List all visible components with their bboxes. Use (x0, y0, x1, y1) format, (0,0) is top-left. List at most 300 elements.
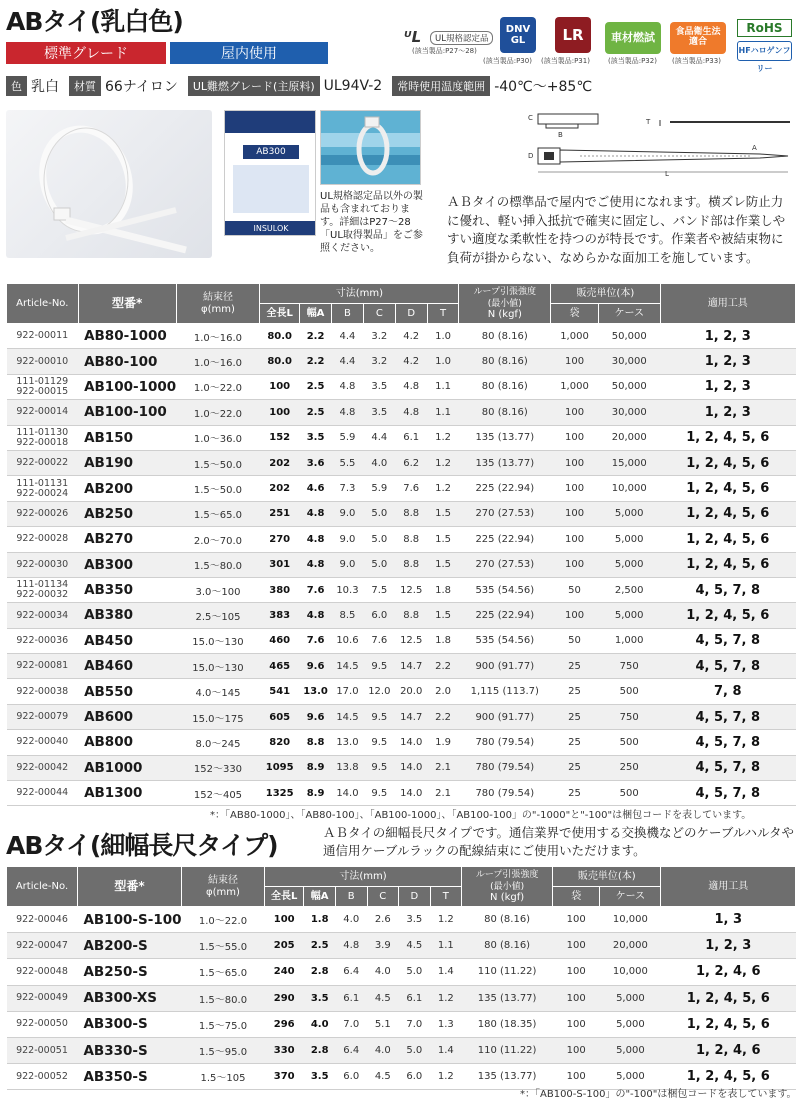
length-l: 100 (260, 374, 300, 399)
col-C: C (367, 887, 399, 907)
loop-strength: 225 (22.94) (459, 603, 551, 628)
length-l: 301 (260, 552, 300, 577)
table-row (7, 349, 796, 374)
unit-bag: 100 (553, 1011, 600, 1037)
table-row (7, 933, 796, 959)
dim-c: 7.6 (363, 628, 395, 653)
bundle-dia: 4.0～145 (176, 679, 260, 704)
unit-case: 50,000 (598, 374, 660, 399)
col-D: D (395, 304, 427, 324)
dim-c: 3.5 (363, 400, 395, 425)
dim-t: 1.5 (427, 501, 459, 526)
dim-t: 2.2 (427, 704, 459, 729)
dim-d: 20.0 (395, 679, 427, 704)
length-l: 380 (260, 577, 300, 602)
ul-grade-value: UL94V-2 (323, 78, 383, 94)
article-no: 922-00036 (7, 628, 79, 653)
model-no: AB350-S (77, 1064, 181, 1090)
dim-b: 17.0 (332, 679, 364, 704)
col-article: Article-No. (7, 867, 78, 907)
tools: 1, 2, 4, 6 (661, 959, 796, 985)
loop-strength: 135 (13.77) (459, 450, 551, 475)
col-unit: 販売単位(本) (553, 867, 661, 887)
model-no: AB150 (78, 425, 176, 450)
bundle-dia: 1.0～22.0 (182, 907, 265, 933)
ul-cert-note: (該当製品:P27～28) (412, 47, 477, 55)
svg-text:T: T (646, 118, 651, 126)
table-row (7, 425, 796, 450)
dim-c: 9.5 (363, 704, 395, 729)
table-row (7, 527, 796, 552)
unit-case: 500 (598, 781, 660, 806)
col-case: ケース (598, 304, 660, 324)
unit-bag: 100 (551, 603, 599, 628)
col-unit: 販売単位(本) (551, 284, 660, 304)
dim-d: 3.5 (399, 907, 431, 933)
tools: 1, 2, 4, 5, 6 (661, 1064, 796, 1090)
dim-d: 8.8 (395, 501, 427, 526)
col-tool: 適用工具 (661, 867, 796, 907)
temp-value: -40℃～+85℃ (494, 79, 593, 95)
dim-t: 2.1 (427, 781, 459, 806)
width-a: 3.5 (304, 985, 336, 1011)
material-label: 材質 (69, 76, 101, 96)
width-a: 8.8 (300, 730, 332, 755)
width-a: 1.8 (304, 907, 336, 933)
table-row (7, 374, 796, 399)
length-l: 290 (264, 985, 303, 1011)
bundle-dia: 1.5～105 (182, 1064, 265, 1090)
dim-c: 5.0 (363, 501, 395, 526)
width-a: 2.5 (300, 374, 332, 399)
dim-t: 1.1 (427, 400, 459, 425)
width-a: 3.6 (300, 450, 332, 475)
col-B: B (335, 887, 367, 907)
length-l: 202 (260, 450, 300, 475)
lr-mark: LR (555, 17, 591, 53)
dim-d: 4.8 (395, 374, 427, 399)
col-strength (462, 867, 553, 907)
length-l: 330 (264, 1037, 303, 1063)
spec-bar (6, 75, 796, 97)
table-row (7, 907, 796, 933)
dim-b: 6.4 (335, 959, 367, 985)
bundle-dia: 1.5～80.0 (182, 985, 265, 1011)
loop-strength: 135 (13.77) (462, 985, 553, 1011)
unit-bag: 25 (551, 755, 599, 780)
tools: 1, 2, 3 (660, 374, 795, 399)
model-no: AB600 (78, 704, 176, 729)
bundle-dia: 1.5～75.0 (182, 1011, 265, 1037)
unit-bag: 1,000 (551, 374, 599, 399)
width-a: 2.5 (304, 933, 336, 959)
product-photo (6, 110, 212, 258)
model-no: AB250 (78, 501, 176, 526)
tools: 1, 2, 4, 5, 6 (660, 476, 795, 501)
length-l: 820 (260, 730, 300, 755)
dim-d: 7.0 (399, 1011, 431, 1037)
dim-b: 5.5 (332, 450, 364, 475)
col-W: 幅A (304, 887, 336, 907)
col-B: B (332, 304, 364, 324)
model-no: AB300-XS (77, 985, 181, 1011)
col-D: D (399, 887, 431, 907)
article-no: 922-00026 (7, 501, 79, 526)
bundle-dia: 1.5～50.0 (176, 476, 260, 501)
table-row (7, 755, 796, 780)
dim-d: 8.8 (395, 603, 427, 628)
tools: 1, 2, 4, 5, 6 (660, 450, 795, 475)
length-l: 100 (260, 400, 300, 425)
dim-c: 9.5 (363, 755, 395, 780)
loop-strength: 225 (22.94) (459, 476, 551, 501)
loop-strength: 270 (27.53) (459, 552, 551, 577)
dim-b: 13.0 (332, 730, 364, 755)
package-body (233, 165, 309, 213)
col-dims: 寸法(mm) (264, 867, 461, 887)
loop-strength: 110 (11.22) (462, 1037, 553, 1063)
bundle-dia: 1.5～65.0 (182, 959, 265, 985)
unit-case: 20,000 (598, 425, 660, 450)
unit-case: 5,000 (598, 603, 660, 628)
col-bag: 袋 (553, 887, 600, 907)
unit-bag: 100 (553, 1037, 600, 1063)
unit-bag: 100 (551, 425, 599, 450)
tools: 1, 2, 3 (660, 349, 795, 374)
article-no: 922-00042 (7, 755, 79, 780)
bundle-dia: 1.5～95.0 (182, 1037, 265, 1063)
table-row (7, 959, 796, 985)
cable-tie-illustration (6, 110, 212, 258)
width-a: 8.9 (300, 781, 332, 806)
width-a: 2.8 (304, 959, 336, 985)
unit-case: 5,000 (598, 501, 660, 526)
dim-d: 8.8 (395, 552, 427, 577)
svg-text:C: C (528, 114, 533, 122)
lr-note: (該当製品:P31) (541, 57, 590, 65)
article-no: 111-01131 922-00024 (7, 476, 79, 501)
dim-t: 1.2 (430, 907, 462, 933)
unit-bag: 100 (551, 501, 599, 526)
unit-bag: 100 (551, 552, 599, 577)
col-model: 型番* (78, 284, 176, 324)
dim-t: 2.1 (427, 755, 459, 780)
svg-text:A: A (752, 144, 757, 152)
dim-t: 1.3 (430, 1011, 462, 1037)
loop-strength: 135 (13.77) (459, 425, 551, 450)
unit-case: 15,000 (598, 450, 660, 475)
article-no: 111-01134 922-00032 (7, 577, 79, 602)
temp-label: 常時使用温度範囲 (392, 76, 490, 96)
dim-c: 9.5 (363, 654, 395, 679)
col-bundle (182, 867, 265, 907)
dim-d: 7.6 (395, 476, 427, 501)
width-a: 4.8 (300, 501, 332, 526)
rohs-mark: RoHS (737, 19, 792, 37)
table-row (7, 1011, 796, 1037)
model-no: AB200 (78, 476, 176, 501)
loop-strength: 80 (8.16) (459, 400, 551, 425)
length-l: 270 (260, 527, 300, 552)
tools: 4, 5, 7, 8 (660, 781, 795, 806)
col-bundle (176, 284, 260, 324)
bundle-dia: 1.5～50.0 (176, 450, 260, 475)
unit-case: 750 (598, 654, 660, 679)
loop-strength: 80 (8.16) (459, 324, 551, 349)
tools: 4, 5, 7, 8 (660, 628, 795, 653)
model-no: AB250-S (77, 959, 181, 985)
dim-d: 4.5 (399, 933, 431, 959)
unit-case: 30,000 (598, 400, 660, 425)
table-row (7, 400, 796, 425)
grade-standard-badge: 標準グレード (6, 42, 166, 64)
col-T: T (430, 887, 462, 907)
width-a: 2.8 (304, 1037, 336, 1063)
tools: 4, 5, 7, 8 (660, 755, 795, 780)
dim-c: 12.0 (363, 679, 395, 704)
strength-label: ループ引張強度 (475, 870, 539, 881)
width-a: 4.0 (304, 1011, 336, 1037)
loop-strength: 535 (54.56) (459, 577, 551, 602)
width-a: 2.5 (300, 400, 332, 425)
tools: 7, 8 (660, 679, 795, 704)
dim-b: 9.0 (332, 501, 364, 526)
dim-t: 1.5 (427, 603, 459, 628)
table-row (7, 501, 796, 526)
dim-d: 6.1 (395, 425, 427, 450)
dim-t: 1.9 (427, 730, 459, 755)
loop-strength: 780 (79.54) (459, 781, 551, 806)
col-L: 全長L (264, 887, 303, 907)
tools: 1, 2, 3 (660, 324, 795, 349)
loop-strength: 535 (54.56) (459, 628, 551, 653)
strength-sub: (最小値) (487, 298, 522, 309)
width-a: 3.5 (304, 1064, 336, 1090)
length-l: 541 (260, 679, 300, 704)
table-row (7, 781, 796, 806)
unit-bag: 100 (551, 349, 599, 374)
unit-bag: 100 (553, 907, 600, 933)
dim-d: 14.7 (395, 654, 427, 679)
unit-case: 5,000 (600, 1011, 661, 1037)
strength-unit: N (kgf) (487, 309, 522, 321)
unit-bag: 25 (551, 781, 599, 806)
strength-label: ループ引張強度 (473, 287, 537, 298)
tools: 1, 2, 3 (661, 933, 796, 959)
table-row (7, 1037, 796, 1063)
dim-d: 14.7 (395, 704, 427, 729)
dim-b: 7.0 (335, 1011, 367, 1037)
table-row (7, 679, 796, 704)
unit-case: 5,000 (600, 1064, 661, 1090)
tools: 1, 2, 4, 5, 6 (660, 527, 795, 552)
dim-c: 5.9 (363, 476, 395, 501)
dim-b: 10.6 (332, 628, 364, 653)
dim-c: 4.0 (367, 1037, 399, 1063)
unit-case: 500 (598, 679, 660, 704)
unit-bag: 100 (551, 527, 599, 552)
package-photo (224, 110, 316, 236)
loop-strength: 780 (79.54) (459, 755, 551, 780)
bundle-dia: 3.0～100 (176, 577, 260, 602)
length-l: 460 (260, 628, 300, 653)
unit-case: 5,000 (600, 985, 661, 1011)
dim-b: 7.3 (332, 476, 364, 501)
tools: 1, 2, 3 (660, 400, 795, 425)
loop-strength: 270 (27.53) (459, 501, 551, 526)
color-value: 乳白 (31, 79, 59, 95)
tools: 1, 2, 4, 5, 6 (660, 425, 795, 450)
dim-c: 4.0 (367, 959, 399, 985)
dim-c: 3.2 (363, 324, 395, 349)
unit-case: 5,000 (598, 527, 660, 552)
bundle-label: 結束径 (207, 875, 238, 886)
svg-text:D: D (528, 152, 534, 160)
dim-b: 4.8 (332, 374, 364, 399)
dim-t: 1.0 (427, 349, 459, 374)
dim-b: 14.5 (332, 704, 364, 729)
package-model-label: AB300 (243, 145, 299, 159)
table-row (7, 476, 796, 501)
dim-d: 12.5 (395, 628, 427, 653)
loop-strength: 180 (18.35) (462, 1011, 553, 1037)
tools: 1, 2, 4, 5, 6 (661, 1011, 796, 1037)
article-no: 922-00011 (7, 324, 79, 349)
dim-d: 6.0 (399, 1064, 431, 1090)
table-row (7, 450, 796, 475)
length-l: 1325 (260, 781, 300, 806)
svg-text:B: B (558, 131, 563, 139)
loop-strength: 80 (8.16) (459, 374, 551, 399)
dim-d: 8.8 (395, 527, 427, 552)
tools: 1, 2, 4, 5, 6 (660, 552, 795, 577)
bundle-dia: 152～405 (176, 781, 260, 806)
tie-dimension-diagram (520, 110, 796, 190)
article-no: 922-00030 (7, 552, 79, 577)
color-label: 色 (6, 76, 27, 96)
dim-t: 1.2 (430, 985, 462, 1011)
dim-b: 10.3 (332, 577, 364, 602)
tools: 1, 2, 4, 5, 6 (660, 603, 795, 628)
dim-d: 5.0 (399, 1037, 431, 1063)
ul-cert-label: UL規格認定品 (430, 31, 493, 45)
dim-d: 12.5 (395, 577, 427, 602)
dim-b: 4.4 (332, 324, 364, 349)
dim-b: 9.0 (332, 527, 364, 552)
dim-d: 14.0 (395, 781, 427, 806)
dim-t: 1.5 (427, 552, 459, 577)
unit-case: 10,000 (600, 959, 661, 985)
dim-b: 4.4 (332, 349, 364, 374)
dim-t: 2.2 (427, 654, 459, 679)
bundle-dia: 1.0～22.0 (176, 400, 260, 425)
food-hygiene-mark: 食品衛生法 適合 (670, 22, 726, 54)
article-no: 922-00081 (7, 654, 79, 679)
width-a: 9.6 (300, 654, 332, 679)
length-l: 240 (264, 959, 303, 985)
unit-case: 30,000 (598, 349, 660, 374)
model-no: AB100-1000 (78, 374, 176, 399)
dim-c: 5.0 (363, 527, 395, 552)
loop-strength: 900 (91.77) (459, 704, 551, 729)
model-no: AB330-S (77, 1037, 181, 1063)
dim-t: 1.5 (427, 527, 459, 552)
article-no: 922-00052 (7, 1064, 78, 1090)
vehicle-fire-test-mark: 車材燃試 (605, 22, 661, 54)
dim-b: 4.0 (335, 907, 367, 933)
tools: 4, 5, 7, 8 (660, 704, 795, 729)
spec-table-standard (6, 283, 796, 806)
length-l: 296 (264, 1011, 303, 1037)
table-row (7, 704, 796, 729)
unit-case: 10,000 (600, 907, 661, 933)
col-bag: 袋 (551, 304, 599, 324)
length-l: 251 (260, 501, 300, 526)
dim-t: 1.2 (427, 450, 459, 475)
bundle-label: 結束径 (202, 292, 233, 303)
bundle-dia: 8.0～245 (176, 730, 260, 755)
strength-unit: N (kgf) (490, 892, 525, 904)
unit-bag: 25 (551, 704, 599, 729)
tools: 1, 3 (661, 907, 796, 933)
dim-b: 13.8 (332, 755, 364, 780)
dim-b: 6.0 (335, 1064, 367, 1090)
dim-t: 1.8 (427, 628, 459, 653)
bundle-dia: 1.5～55.0 (182, 933, 265, 959)
length-l: 383 (260, 603, 300, 628)
unit-case: 5,000 (600, 1037, 661, 1063)
tools: 1, 2, 4, 6 (661, 1037, 796, 1063)
dim-c: 6.0 (363, 603, 395, 628)
col-L: 全長L (260, 304, 300, 324)
bundle-dia: 1.5～80.0 (176, 552, 260, 577)
dim-b: 14.0 (332, 781, 364, 806)
dim-b: 6.1 (335, 985, 367, 1011)
article-no: 111-01130 922-00018 (7, 425, 79, 450)
model-no: AB100-100 (78, 400, 176, 425)
unit-bag: 25 (551, 654, 599, 679)
article-no: 111-01129 922-00015 (7, 374, 79, 399)
dim-c: 2.6 (367, 907, 399, 933)
width-a: 4.6 (300, 476, 332, 501)
model-no: AB200-S (77, 933, 181, 959)
col-article: Article-No. (7, 284, 79, 324)
model-no: AB190 (78, 450, 176, 475)
footnote-standard: *：「AB80-1000」、「AB80-100」、「AB100-1000」、「AB100-100」の"-1000"と"-100"は梱包コードを表しています。 (210, 810, 752, 821)
width-a: 2.2 (300, 349, 332, 374)
dim-c: 9.5 (363, 781, 395, 806)
unit-bag: 100 (551, 400, 599, 425)
footnote-narrow: *：「AB100-S-100」の"-100"は梱包コードを表しています。 (520, 1089, 797, 1100)
strength-sub: (最小値) (490, 881, 525, 892)
width-a: 13.0 (300, 679, 332, 704)
width-a: 9.6 (300, 704, 332, 729)
ul-mark: ᵁL (404, 28, 422, 46)
dim-t: 1.4 (430, 959, 462, 985)
table-row (7, 730, 796, 755)
unit-bag: 50 (551, 628, 599, 653)
dim-b: 8.5 (332, 603, 364, 628)
unit-case: 20,000 (600, 933, 661, 959)
width-a: 3.5 (300, 425, 332, 450)
package-top-band (225, 111, 316, 133)
col-tool: 適用工具 (660, 284, 795, 324)
dim-c: 3.9 (367, 933, 399, 959)
dim-c: 9.5 (363, 730, 395, 755)
unit-bag: 100 (553, 959, 600, 985)
unit-bag: 25 (551, 679, 599, 704)
article-no: 922-00014 (7, 400, 79, 425)
